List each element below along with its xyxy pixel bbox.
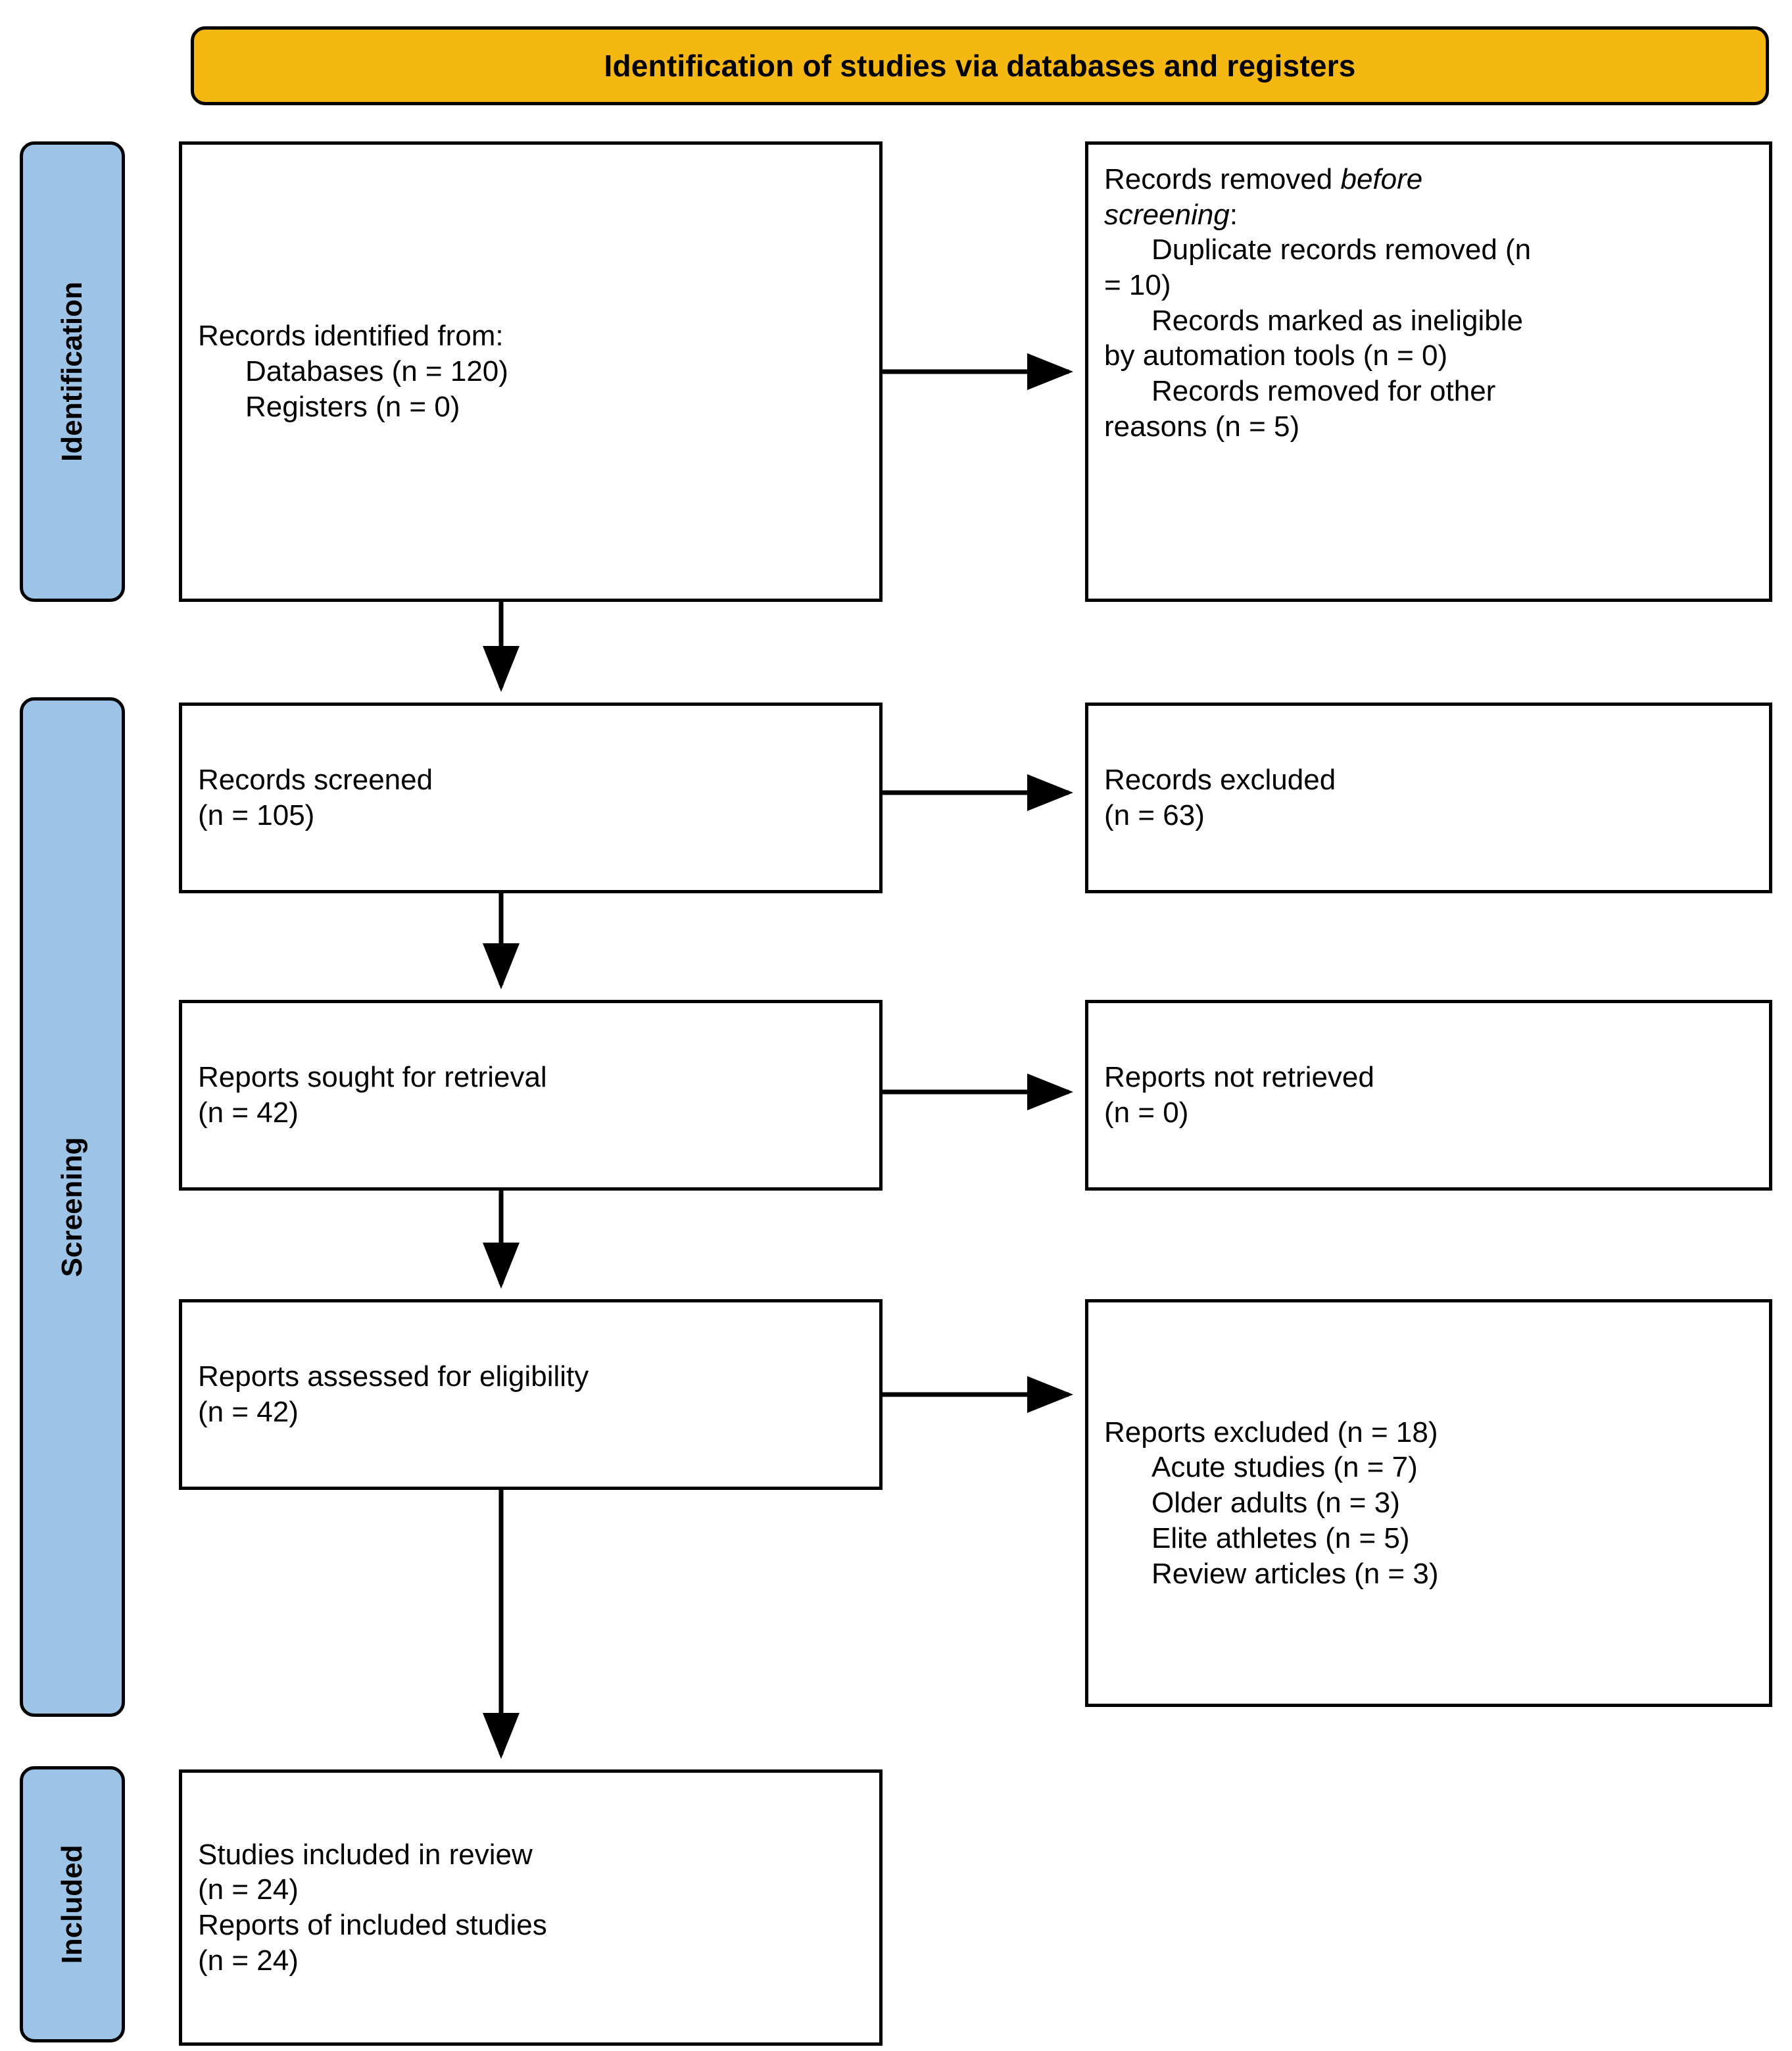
stage-label-identification (20, 141, 125, 602)
records-removed-heading-colon: : (1229, 198, 1238, 231)
reports-excluded-heading: Reports excluded (n = 18) (1104, 1416, 1438, 1448)
records-removed-heading-italic-screening: screening (1104, 198, 1230, 231)
records-removed-other-1: Records removed for other (1151, 375, 1496, 408)
box-reports-assessed-for-eligibility (179, 1299, 883, 1490)
records-removed-automation-2: by automation tools (n = 0) (1104, 339, 1448, 372)
records-removed-heading-line2 (1104, 197, 1753, 233)
stage-label-screening (20, 697, 125, 1717)
reports-not-retrieved-count: (n = 0) (1104, 1097, 1189, 1129)
reports-assessed-count: (n = 42) (198, 1396, 299, 1428)
reports-included-count: (n = 24) (198, 1944, 299, 1977)
records-excluded-count: (n = 63) (1104, 799, 1205, 831)
box-records-excluded (1085, 703, 1772, 893)
reports-not-retrieved-label: Reports not retrieved (1104, 1061, 1374, 1094)
records-identified-registers: Registers (n = 0) (245, 390, 460, 423)
stage-label-screening-text: Screening (56, 1137, 88, 1277)
box-records-identified (179, 141, 883, 602)
reports-excluded-elite-athletes: Elite athletes (n = 5) (1151, 1521, 1410, 1554)
stage-label-included-text: Included (56, 1844, 88, 1964)
records-screened-label: Records screened (198, 764, 433, 797)
records-removed-other-2: reasons (n = 5) (1104, 410, 1300, 443)
studies-included-label: Studies included in review (198, 1838, 533, 1871)
box-records-screened (179, 703, 883, 893)
reports-excluded-review-articles: Review articles (n = 3) (1151, 1557, 1439, 1590)
reports-excluded-acute-studies: Acute studies (n = 7) (1151, 1451, 1418, 1484)
box-records-removed-before-screening (1085, 141, 1772, 602)
stage-label-included (20, 1766, 125, 2042)
reports-included-label: Reports of included studies (198, 1909, 547, 1941)
diagram-title-banner (191, 26, 1769, 105)
reports-sought-count: (n = 42) (198, 1097, 299, 1129)
records-removed-duplicates-2: = 10) (1104, 269, 1171, 302)
records-screened-count: (n = 105) (198, 799, 315, 831)
records-removed-heading-text: Records removed (1104, 163, 1341, 195)
records-identified-heading: Records identified from: (198, 320, 504, 353)
records-removed-heading (1104, 162, 1753, 197)
diagram-title: Identification of studies via databases and registers (604, 49, 1356, 83)
records-excluded-label: Records excluded (1104, 764, 1336, 797)
reports-excluded-older-adults: Older adults (n = 3) (1151, 1487, 1400, 1520)
box-reports-excluded-reasons (1085, 1299, 1772, 1707)
records-removed-heading-italic-before: before (1340, 163, 1423, 195)
studies-included-count: (n = 24) (198, 1873, 299, 1906)
reports-assessed-label: Reports assessed for eligibility (198, 1360, 589, 1393)
records-removed-duplicates-1: Duplicate records removed (n (1151, 234, 1532, 266)
box-studies-included (179, 1769, 883, 2046)
stage-label-identification-text: Identification (56, 282, 88, 462)
box-reports-sought-for-retrieval (179, 1000, 883, 1191)
records-identified-databases: Databases (n = 120) (245, 355, 508, 388)
records-removed-automation-1: Records marked as ineligible (1151, 304, 1523, 337)
reports-sought-label: Reports sought for retrieval (198, 1061, 547, 1094)
box-reports-not-retrieved (1085, 1000, 1772, 1191)
